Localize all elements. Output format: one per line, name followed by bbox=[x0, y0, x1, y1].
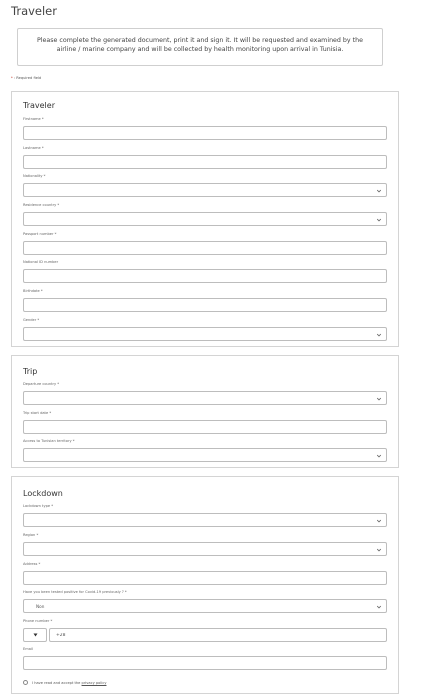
region-select[interactable] bbox=[23, 542, 387, 556]
phone-number-label: Phone number * bbox=[23, 619, 53, 623]
nationality-label: Nationality * bbox=[23, 174, 46, 178]
birthdate-input[interactable] bbox=[23, 298, 387, 312]
residence-country-select[interactable] bbox=[23, 212, 387, 226]
privacy-checkbox[interactable] bbox=[23, 680, 28, 685]
departure-country-select[interactable] bbox=[23, 391, 387, 405]
passport-number-input[interactable] bbox=[23, 241, 387, 255]
required-field-note bbox=[11, 76, 41, 80]
access-territory-label: Access to Tunisian territory * bbox=[23, 439, 75, 443]
trip-section-title: Trip bbox=[23, 367, 38, 376]
traveler-section bbox=[11, 91, 399, 347]
covid-previous-select[interactable] bbox=[23, 599, 387, 613]
lastname-input[interactable] bbox=[23, 155, 387, 169]
chevron-down-icon bbox=[376, 217, 382, 223]
chevron-down-icon bbox=[376, 518, 382, 524]
passport-number-label: Passport number * bbox=[23, 232, 57, 236]
lockdown-type-select[interactable] bbox=[23, 513, 387, 527]
chevron-down-icon bbox=[376, 604, 382, 610]
covid-previous-value: Non bbox=[36, 603, 45, 609]
privacy-consent-row bbox=[23, 680, 106, 685]
trip-start-date-input[interactable] bbox=[23, 420, 387, 434]
national-id-input[interactable] bbox=[23, 269, 387, 283]
phone-country-code-select[interactable] bbox=[23, 628, 47, 642]
nationality-select[interactable] bbox=[23, 183, 387, 197]
trip-start-date-label: Trip start date * bbox=[23, 411, 52, 415]
chevron-down-icon bbox=[376, 188, 382, 194]
chevron-down-icon bbox=[376, 396, 382, 402]
access-territory-select[interactable] bbox=[23, 448, 387, 462]
lockdown-section-title: Lockdown bbox=[23, 489, 63, 498]
notice-box bbox=[17, 28, 383, 66]
traveler-section-title: Traveler bbox=[23, 101, 55, 110]
firstname-label: Firstname * bbox=[23, 117, 44, 121]
lastname-label: Lastname * bbox=[23, 146, 44, 150]
trip-section bbox=[11, 355, 399, 468]
gender-label: Gender * bbox=[23, 318, 40, 322]
chevron-down-icon bbox=[376, 453, 382, 459]
phone-number-input[interactable] bbox=[49, 628, 387, 642]
email-label: Email bbox=[23, 647, 33, 651]
departure-country-label: Departure country * bbox=[23, 382, 60, 386]
gender-select[interactable] bbox=[23, 327, 387, 341]
address-input[interactable] bbox=[23, 571, 387, 585]
privacy-policy-link[interactable]: privacy policy bbox=[81, 680, 107, 685]
privacy-prefix: I have read and accept the bbox=[32, 680, 82, 685]
chevron-down-icon bbox=[376, 332, 382, 338]
lockdown-section bbox=[11, 476, 399, 694]
notice-text: Please complete the generated document, print it and sign it. It will be requested and examined by the airline / marine company and will be collected by health monitoring upon arrival in Tunisia. bbox=[36, 37, 363, 53]
caret-down-icon bbox=[33, 633, 38, 637]
residence-country-label: Residence country * bbox=[23, 203, 60, 207]
page-title: Traveler bbox=[11, 4, 57, 18]
required-note-text: : Required field bbox=[13, 76, 42, 80]
region-label: Region * bbox=[23, 533, 39, 537]
email-input[interactable] bbox=[23, 656, 387, 670]
chevron-down-icon bbox=[376, 547, 382, 553]
lockdown-type-label: Lockdown type * bbox=[23, 504, 54, 508]
birthdate-label: Birthdate * bbox=[23, 289, 43, 293]
national-id-label: National ID number bbox=[23, 260, 59, 264]
privacy-text bbox=[32, 681, 106, 685]
covid-previous-label: Have you been tested positive for Covid-19 previously ? * bbox=[23, 590, 127, 594]
firstname-input[interactable] bbox=[23, 126, 387, 140]
address-label: Address * bbox=[23, 562, 41, 566]
required-star: * bbox=[11, 76, 13, 80]
